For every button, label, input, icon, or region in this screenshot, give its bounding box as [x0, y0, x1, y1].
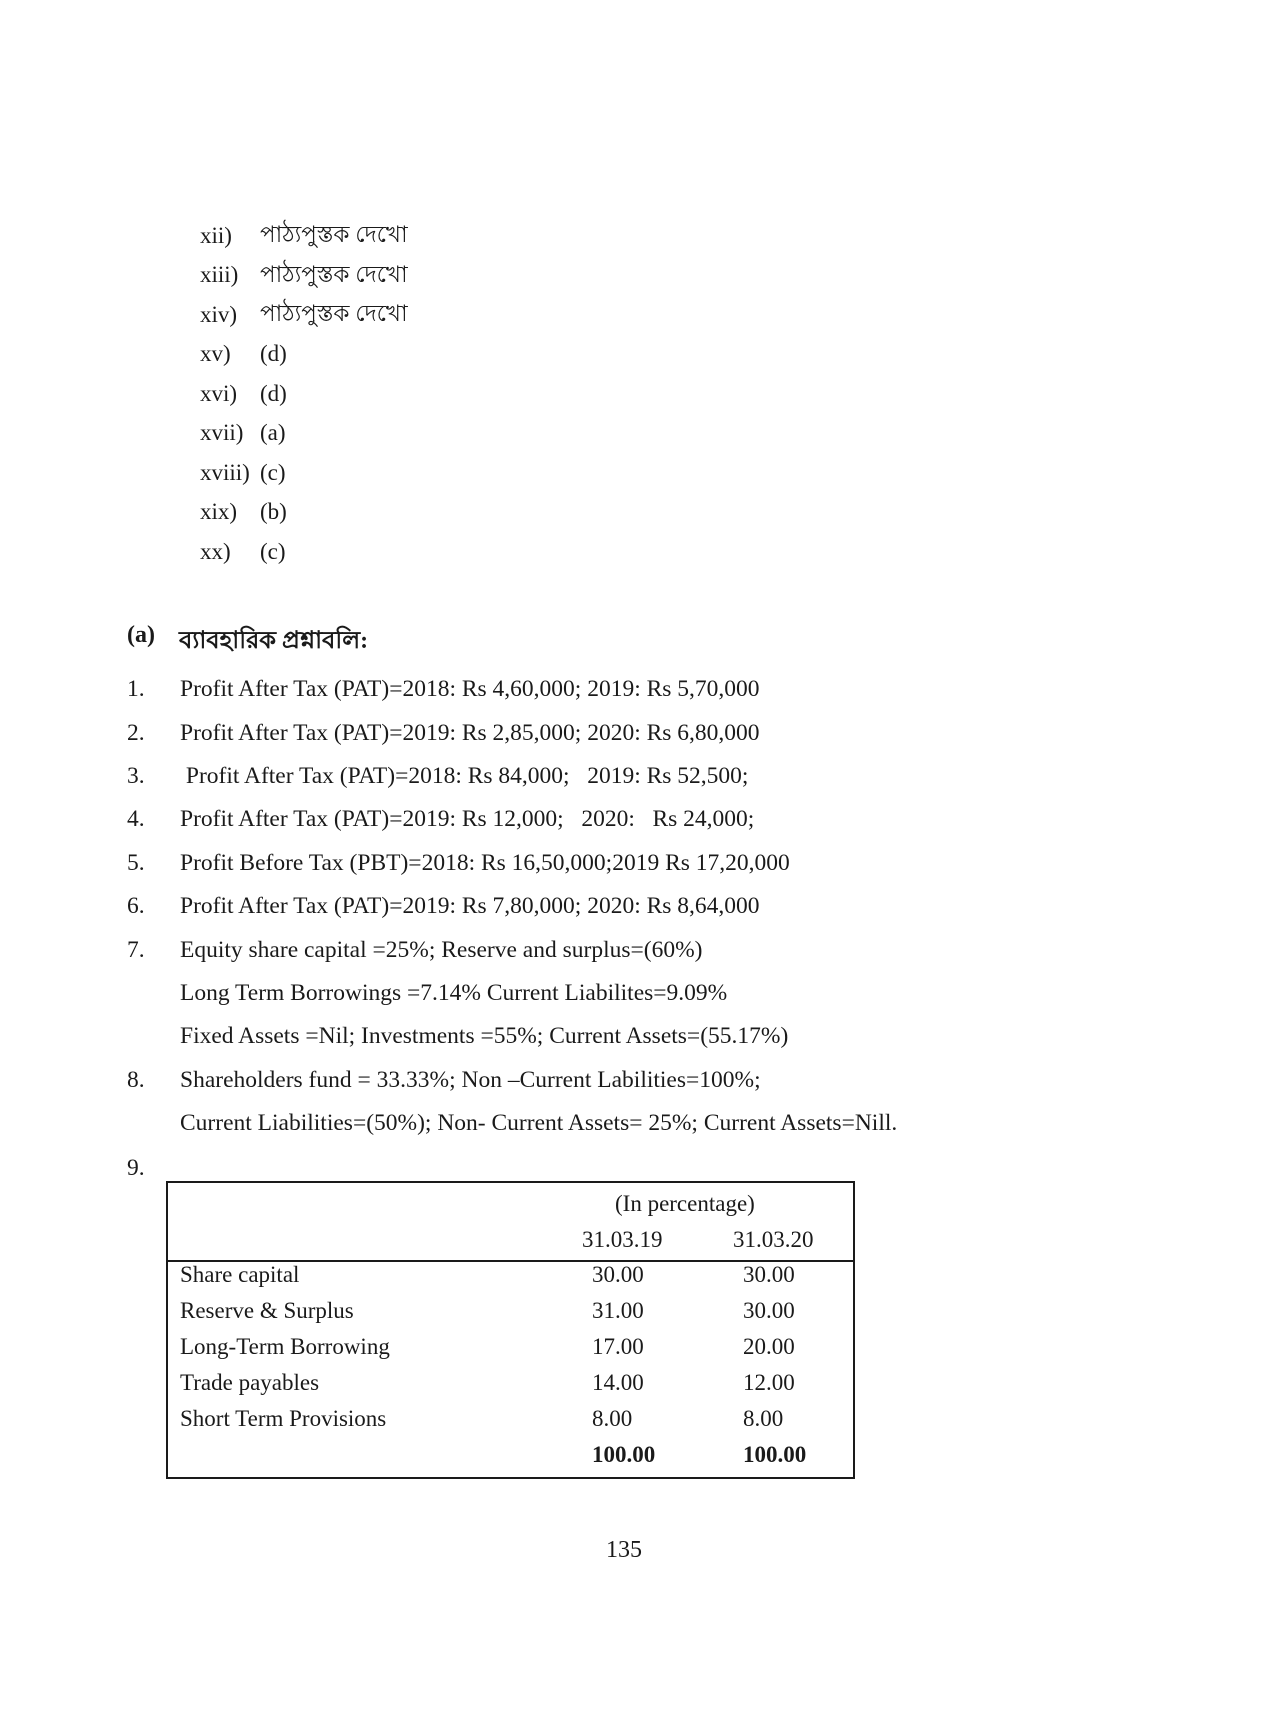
answer-text: (c) — [260, 538, 286, 564]
question-number: 3. — [127, 762, 145, 789]
row-value-2019: 17.00 — [592, 1334, 644, 1359]
answer-number: xix) — [200, 499, 238, 525]
answer-number: xii) — [200, 222, 232, 248]
answer-item — [200, 493, 408, 533]
answer-item — [200, 216, 408, 256]
question-text: Fixed Assets =Nil; Investments =55%; Current Assets=(55.17%) — [180, 1023, 789, 1050]
question-text: Profit After Tax (PAT)=2018: Rs 84,000; 2019: Rs 52,500; — [180, 762, 749, 789]
row-label: Share capital — [180, 1262, 300, 1287]
question-text: Shareholders fund = 33.33%; Non –Current Labilities=100%; — [180, 1066, 761, 1093]
answer-number: xiii) — [200, 262, 239, 288]
question-item — [127, 928, 897, 971]
question-item — [127, 842, 897, 885]
row-value-2020: 20.00 — [743, 1334, 795, 1359]
question-text: Long Term Borrowings =7.14% Current Liabilites=9.09% — [180, 979, 728, 1006]
table-total-row — [180, 1442, 853, 1478]
question-text: Profit After Tax (PAT)=2019: Rs 7,80,000; 2020: Rs 8,64,000 — [180, 893, 760, 920]
question-text: Profit After Tax (PAT)=2019: Rs 2,85,000; 2020: Rs 6,80,000 — [180, 719, 760, 746]
table-row — [180, 1334, 853, 1370]
question-text: Current Liabilities=(50%); Non- Current Assets= 25%; Current Assets=Nill. — [180, 1110, 898, 1137]
question-item — [127, 798, 897, 841]
row-label: Short Term Provisions — [180, 1406, 387, 1431]
row-value-2019: 8.00 — [592, 1406, 633, 1431]
question-number: 4. — [127, 806, 145, 833]
row-value-2019: 31.00 — [592, 1298, 644, 1323]
row-label: Long-Term Borrowing — [180, 1334, 390, 1359]
answer-text: পাঠ্যপুস্তক দেখো — [260, 261, 408, 287]
question-9-number: 9. — [127, 1155, 145, 1181]
column-header-2019: 31.03.19 — [582, 1227, 663, 1252]
section-label: (a) — [127, 622, 155, 648]
answer-text: (d) — [260, 341, 287, 367]
row-value-2020: 30.00 — [743, 1262, 795, 1287]
answer-number: xv) — [200, 341, 231, 367]
question-item — [127, 1102, 897, 1145]
question-item — [127, 668, 897, 711]
answer-item — [200, 256, 408, 296]
section-heading — [127, 622, 368, 662]
answer-item — [200, 414, 408, 454]
answer-list — [200, 216, 408, 572]
answer-text: পাঠ্যপুস্তক দেখো — [260, 222, 408, 248]
question-number: 8. — [127, 1066, 145, 1093]
question-item — [127, 711, 897, 754]
question-text: Profit Before Tax (PBT)=2018: Rs 16,50,000;2019 Rs 17,20,000 — [180, 849, 790, 876]
question-item — [127, 972, 897, 1015]
answer-item — [200, 374, 408, 414]
section-title: ব্যাবহারিক প্রশ্নাবলি: — [179, 628, 369, 654]
question-item — [127, 1059, 897, 1102]
question-text: Equity share capital =25%; Reserve and surplus=(60%) — [180, 936, 703, 963]
answer-text: (c) — [260, 459, 286, 485]
row-value-2020: 8.00 — [743, 1406, 784, 1431]
row-label: Trade payables — [180, 1370, 320, 1395]
answer-text: (b) — [260, 499, 287, 525]
row-value-2020: 30.00 — [743, 1298, 795, 1323]
question-list — [127, 668, 897, 1145]
answer-number: xiv) — [200, 301, 238, 327]
answer-text: (d) — [260, 380, 287, 406]
question-number: 6. — [127, 893, 145, 920]
answer-number: xx) — [200, 538, 231, 564]
answer-number: xviii) — [200, 459, 250, 485]
answer-number: xvii) — [200, 420, 244, 446]
question-text: Profit After Tax (PAT)=2019: Rs 12,000; 2020: Rs 24,000; — [180, 806, 755, 833]
row-value-2020: 12.00 — [743, 1370, 795, 1395]
total-value-2019: 100.00 — [592, 1442, 656, 1467]
question-text: Profit After Tax (PAT)=2018: Rs 4,60,000; 2019: Rs 5,70,000 — [180, 676, 760, 703]
row-value-2019: 30.00 — [592, 1262, 644, 1287]
table-row — [180, 1406, 853, 1442]
question-number: 7. — [127, 936, 145, 963]
question-number: 2. — [127, 719, 145, 746]
table-row — [180, 1298, 853, 1334]
total-value-2020: 100.00 — [743, 1442, 807, 1467]
row-value-2019: 14.00 — [592, 1370, 644, 1395]
answer-text: (a) — [260, 420, 286, 446]
question-number: 5. — [127, 849, 145, 876]
answer-item — [200, 532, 408, 572]
answer-item — [200, 453, 408, 493]
answer-number: xvi) — [200, 380, 238, 406]
question-item — [127, 885, 897, 928]
page-number: 135 — [606, 1537, 642, 1563]
answer-item — [200, 295, 408, 335]
table-row — [180, 1370, 853, 1406]
column-header-2020: 31.03.20 — [733, 1227, 814, 1252]
question-number: 1. — [127, 676, 145, 703]
question-item — [127, 1015, 897, 1058]
table-row — [180, 1262, 853, 1298]
percentage-table — [166, 1181, 855, 1479]
question-item — [127, 755, 897, 798]
answer-text: পাঠ্যপুস্তক দেখো — [260, 301, 408, 327]
table-caption: (In percentage) — [615, 1191, 755, 1216]
row-label: Reserve & Surplus — [180, 1298, 354, 1323]
answer-item — [200, 335, 408, 375]
